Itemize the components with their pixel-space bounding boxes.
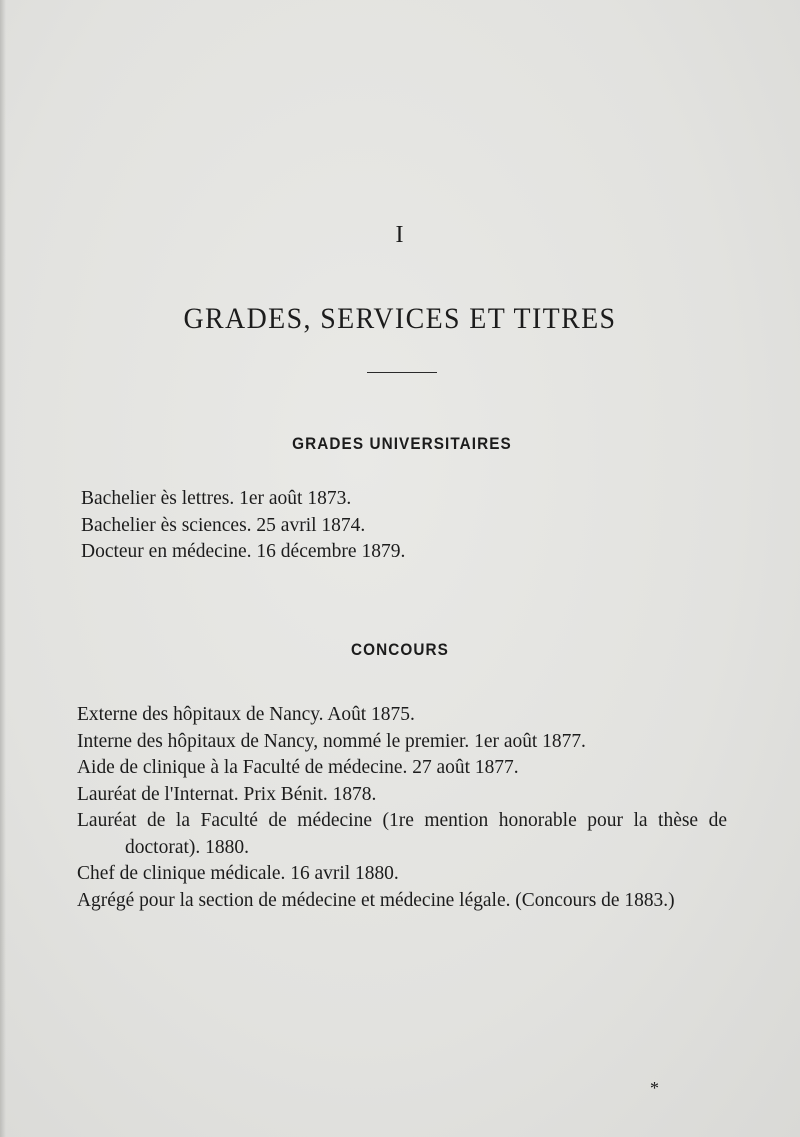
asterisk-mark: * <box>650 1078 659 1098</box>
list-item: Interne des hôpitaux de Nancy, nommé le premier. 1er août 1877. <box>77 730 586 752</box>
list-item: Chef de clinique médicale. 16 avril 1880. <box>77 863 399 884</box>
chapter-title: GRADES, SERVICES ET TITRES <box>183 302 617 335</box>
list-item: Aide de clinique à la Faculté de médecine. 27 août 1877. <box>77 757 519 778</box>
list-item: Externe des hôpitaux de Nancy. Août 1875. <box>77 704 415 725</box>
list-item: Lauréat de l'Internat. Prix Bénit. 1878. <box>77 783 377 805</box>
chapter-number: I <box>395 222 405 248</box>
list-item: Bachelier ès lettres. 1er août 1873. <box>81 488 352 509</box>
section-heading-grades-universitaires: GRADES UNIVERSITAIRES <box>292 434 512 453</box>
list-item: Docteur en médecine. 16 décembre 1879. <box>81 541 406 562</box>
section-heading-concours: CONCOURS <box>351 640 449 659</box>
list-item: Bachelier ès sciences. 25 avril 1874. <box>81 514 366 536</box>
concours-list <box>77 702 727 914</box>
grades-list <box>81 486 405 566</box>
title-divider <box>367 372 437 373</box>
list-item: Agrégé pour la section de médecine et médecine légale. (Concours de 1883.) <box>77 889 675 911</box>
list-item: Lauréat de la Faculté de médecine (1re mention honorable pour la thèse de doctorat). 1880. <box>77 810 727 858</box>
